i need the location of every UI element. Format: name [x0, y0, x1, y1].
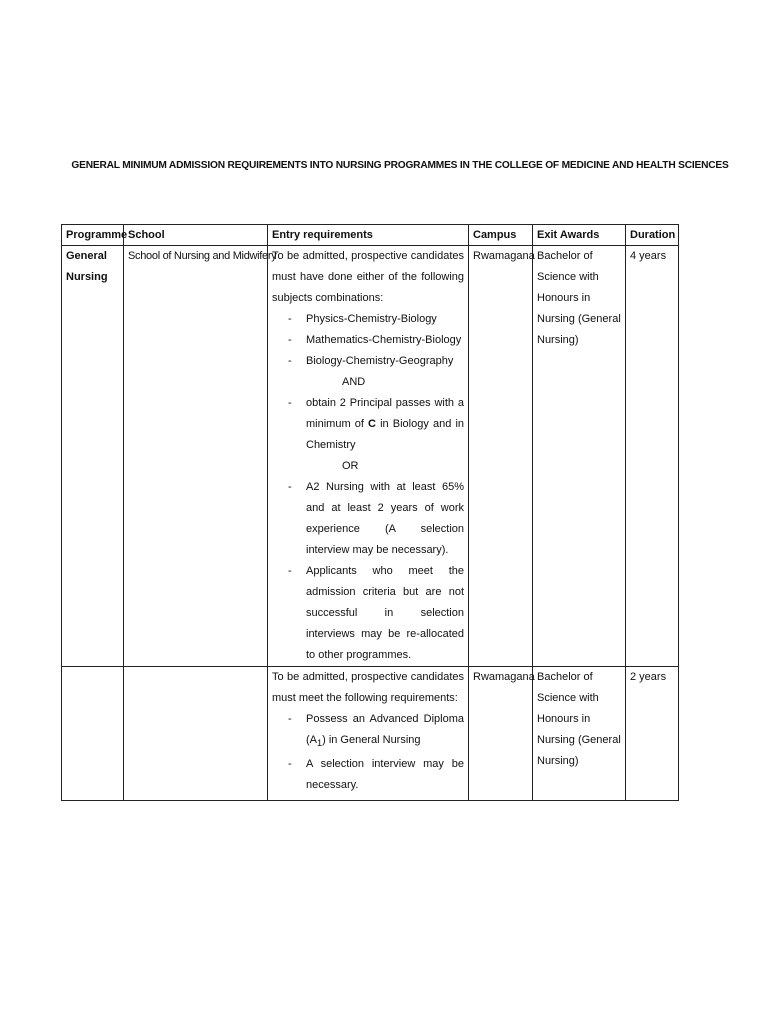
list-item: - A selection interview may be necessary.: [306, 754, 464, 796]
header-duration: Duration: [626, 225, 679, 246]
header-school: School: [124, 225, 268, 246]
entry-intro: To be admitted, prospective candidates must meet the following requirements:: [272, 671, 464, 704]
and-connector: AND: [342, 376, 366, 388]
programme-cell: General Nursing: [62, 246, 124, 667]
entry-intro: To be admitted, prospective candidates must have done either of the following subjects combinations:: [272, 250, 464, 304]
passes-text-start: obtain 2 Principal passes with a minimum of: [306, 397, 464, 430]
table-row: [62, 246, 679, 667]
header-exit-awards: Exit Awards: [533, 225, 626, 246]
campus-cell: Rwamagana: [469, 667, 533, 801]
diploma-text-start: Possess an Advanced Diploma (A: [306, 713, 464, 746]
alternative-list: [272, 477, 464, 666]
school-cell: School of Nursing and Midwifery: [124, 246, 268, 667]
table-header-row: [62, 225, 679, 246]
diploma-text-end: ) in General Nursing: [322, 734, 421, 746]
header-entry-requirements: Entry requirements: [268, 225, 469, 246]
list-item: [306, 709, 464, 754]
list-item: - Physics-Chemistry-Biology: [306, 309, 464, 330]
campus-cell: Rwamagana: [469, 246, 533, 667]
duration-cell: 2 years: [626, 667, 679, 801]
diploma-subscript: 1: [317, 738, 323, 749]
passes-text-end: in Biology and in Chemistry: [306, 418, 465, 451]
passes-grade: C: [368, 418, 376, 430]
subject-combinations-list: [272, 309, 464, 372]
document-title: GENERAL MINIMUM ADMISSION REQUIREMENTS INTO NURSING PROGRAMMES IN THE COLLEGE OF MEDICINE AND HEALTH SCIENCES: [71, 160, 729, 171]
exit-award-cell: Bachelor of Science with Honours in Nursing (General Nursing): [533, 667, 626, 801]
header-campus: Campus: [469, 225, 533, 246]
school-cell-empty: [124, 667, 268, 801]
duration-cell: 4 years: [626, 246, 679, 667]
passes-list: [272, 393, 464, 456]
programme-cell-empty: [62, 667, 124, 801]
exit-award-cell: Bachelor of Science with Honours in Nursing (General Nursing): [533, 246, 626, 667]
requirements-list: [272, 709, 464, 796]
entry-requirements-cell: [268, 246, 469, 667]
or-connector: OR: [342, 460, 359, 472]
list-item: - A2 Nursing with at least 65% and at least 2 years of work experience (A selection interview may be necessary).: [306, 477, 464, 561]
list-item: [306, 393, 464, 456]
list-item: - Biology-Chemistry-Geography: [306, 351, 464, 372]
table-row: [62, 667, 679, 801]
admission-requirements-table: [61, 224, 679, 801]
header-programme: Programme: [62, 225, 124, 246]
entry-requirements-cell: [268, 667, 469, 801]
list-item: - Applicants who meet the admission criteria but are not successful in selection interviews may be re-allocated to other programmes.: [306, 561, 464, 666]
list-item: - Mathematics-Chemistry-Biology: [306, 330, 464, 351]
